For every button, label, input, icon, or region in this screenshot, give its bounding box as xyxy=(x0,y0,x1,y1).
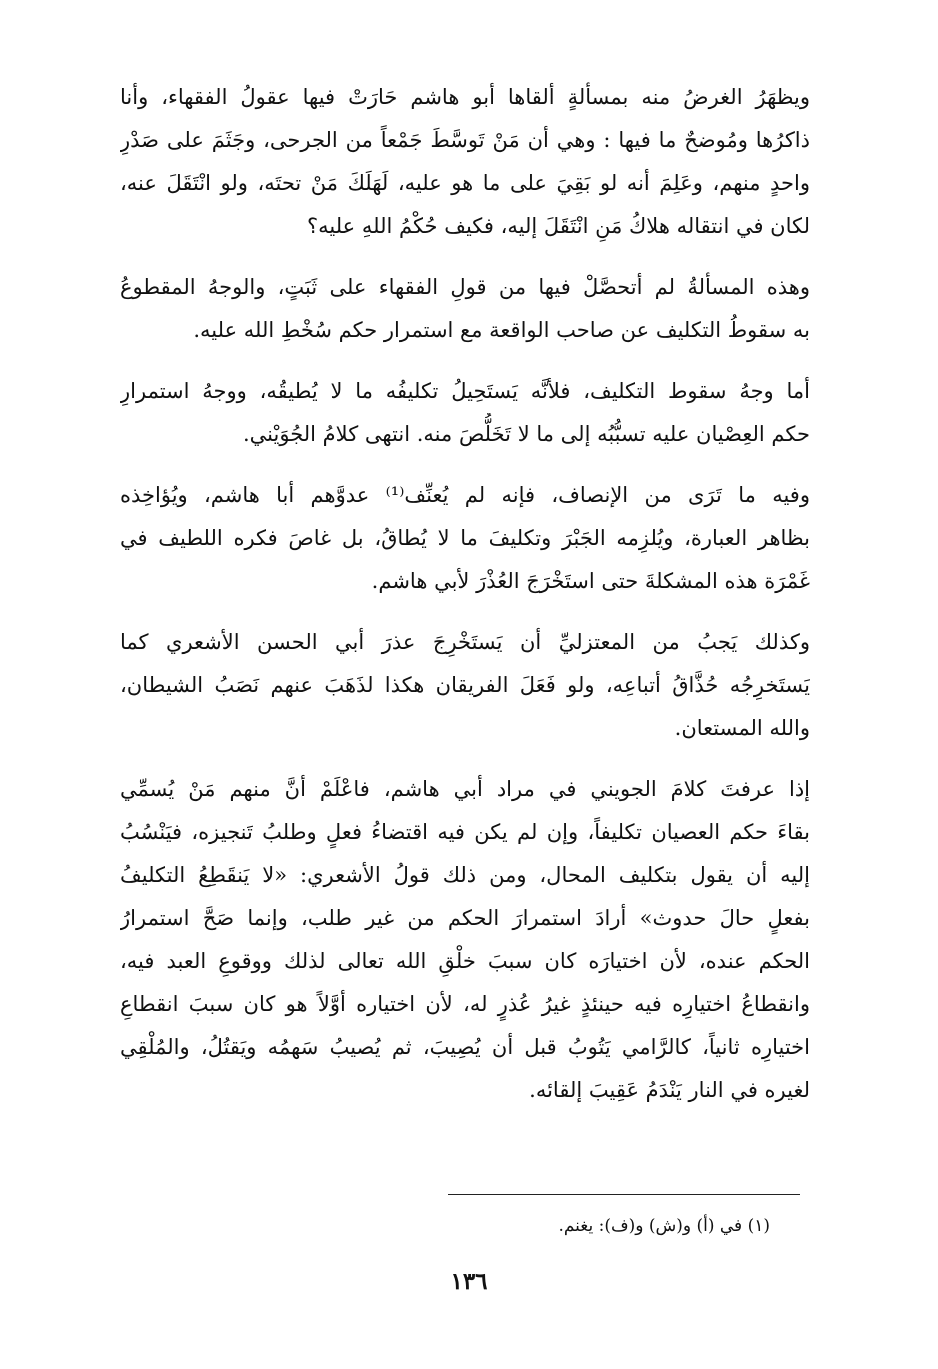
text-line: وهذه المسألةُ لم أتحصَّلْ فيها من قولِ الفقهاء على ثَبَتٍ، والوجهُ المقطوعُ xyxy=(120,275,810,299)
text-line: إذا عرفتَ كلامَ الجويني في مراد أبي هاشم، فاعْلَمْ أنَّ منهم مَنْ يُسمِّي xyxy=(120,777,810,801)
text-line: وكذلك يَجبُ من المعتزليِّ أن يَستَخْرِجَ عذرَ أبي الحسن الأشعري كما xyxy=(120,630,810,654)
text-line: لكان في انتقاله هلاكُ مَنِ انْتَقَلَ إليه، فكيف حُكْمُ اللهِ عليه؟ xyxy=(306,214,810,238)
text-line: حكم العِصْيان عليه تسبُّبُه إلى ما لا تَخَلُّصَ منه. انتهى كلامُ الجُوَيْني. xyxy=(243,422,810,446)
text-line: واحدٍ منهم، وعَلِمَ أنه لو بَقِيَ على ما هو عليه، لَهَلَكَ مَنْ تحتَه، ولو انْتَقَلَ عنه، xyxy=(120,171,810,195)
text-line: لغيره في النار يَنْدَمُ عَقِيبَ إلقائه. xyxy=(529,1078,810,1102)
main-text xyxy=(120,76,810,1130)
text-line: غَمْرَة هذه المشكلةَ حتى استَخْرَجَ العُذْرَ لأبي هاشم. xyxy=(371,569,810,593)
page-number: ١٣٦ xyxy=(450,1268,488,1295)
text-line: به سقوطُ التكليف عن صاحب الواقعة مع استمرار حكم سُخْطِ الله عليه. xyxy=(193,318,810,342)
footnote-divider xyxy=(448,1194,800,1195)
paragraph-1 xyxy=(120,76,810,248)
text-line: بفعلٍ حالَ حدوث» أرادَ استمرارَ الحكم من غير طلب، وإنما صَحَّ استمرارُ xyxy=(120,906,810,930)
text-line: ذاكرُها ومُوضحٌ ما فيها : وهي أن مَنْ تَوسَّطَ جَمْعاً من الجرحى، وجَثَمَ على صَدْرِ xyxy=(120,128,810,152)
text-line: وفيه ما تَرَى من الإنصاف، فإنه لم يُعنِّف⁽¹⁾ عدوَّهم أبا هاشم، ويُؤاخِذه xyxy=(120,483,810,507)
text-line: بظاهر العبارة، ويُلزِمه الجَبْرَ وتكليفَ ما لا يُطاقُ، بل غاصَ فكره اللطيف في xyxy=(120,526,810,550)
paragraph-3 xyxy=(120,370,810,456)
text-line: إليه أن يقول بتكليف المحال، ومن ذلك قولُ الأشعري: «لا يَنقَطِعُ التكليفُ xyxy=(120,863,810,887)
text-line: الحكم عنده، لأن اختيارَه كان سببَ خلْقِ الله تعالى لذلك ووقوعِ العبد فيه، xyxy=(120,949,810,973)
text-line: بقاءَ حكم العصيان تكليفاً، وإن لم يكن فيه اقتضاءُ فعلٍ وطلبُ تَنجيزه، فيَنْسُبُ xyxy=(120,820,810,844)
paragraph-2 xyxy=(120,266,810,352)
paragraph-6 xyxy=(120,768,810,1112)
footnote: (١) في (أ) و(ش) و(ف): يغنم. xyxy=(558,1216,770,1236)
text-line: يَستَخرِجُه حُذَّاقُ أتباعِه، ولو فَعَلَ الفريقان هكذا لذَهَبَ عنهم نَصَبُ الشيطان، xyxy=(120,673,810,697)
text-line: أما وجهُ سقوط التكليف، فلأنَّه يَستَحِيلُ تكليفُه ما لا يُطيقُه، ووجهُ استمرارِ xyxy=(120,379,810,403)
text-line: ويظهَرُ الغرضُ منه بمسألةٍ ألقاها أبو هاشم حَارَتْ فيها عقولُ الفقهاء، وأنا xyxy=(120,85,810,109)
paragraph-5 xyxy=(120,621,810,750)
text-line: اختيارِه ثانياً، كالرَّامي يَتُوبُ قبل أن يُصِيبَ، ثم يُصيبُ سَهمُه ويَقتُلُ، والمُلْقِي xyxy=(120,1035,810,1059)
paragraph-4 xyxy=(120,474,810,603)
text-line: والله المستعان. xyxy=(674,716,810,740)
text-line: وانقطاعُ اختيارِه فيه حينئذٍ غيرُ عُذرٍ له، لأن اختياره أوَّلاً هو كان سببَ انقطاعِ xyxy=(120,992,810,1016)
